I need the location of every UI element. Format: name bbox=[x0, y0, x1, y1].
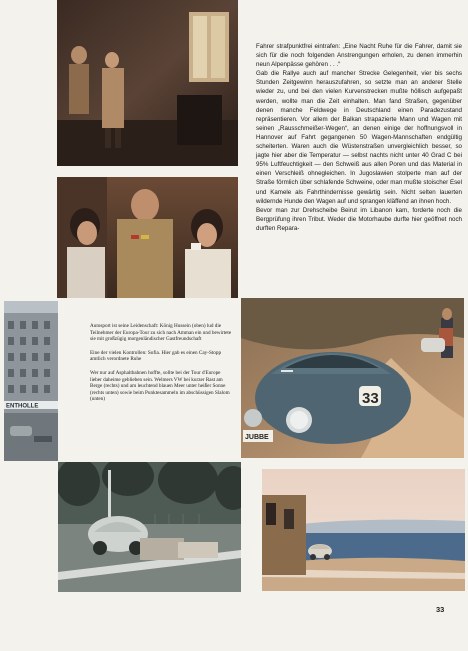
car-start-number: 33 bbox=[362, 390, 379, 407]
photo-reception-hall bbox=[57, 0, 238, 166]
article-paragraph: Bevor man zur Drehscheibe Beirut im Libanon kam, forderte noch die Bergprüfung ihren Tribut. Weder die Motorhaube durfte hier geöffnet noch durften Repara- bbox=[256, 206, 462, 232]
hotel-sign-text: ENTHOLLE bbox=[6, 403, 39, 410]
car-plate-label: JUBBE bbox=[245, 434, 269, 441]
photo-vw-mountain-road bbox=[241, 298, 464, 458]
article-text-column bbox=[256, 42, 462, 233]
photo-vw-slalom bbox=[58, 462, 241, 592]
page-number: 33 bbox=[436, 605, 445, 614]
caption-asphalt-roads: Wer nur auf Asphaltbahnen hoffte, sollte bei der Tour d'Europe lieber daheime geblieben sein. Welmers VW bei kurzer Rast am Berge (rechts) und am leuchtend blauen Meer unter heißer Sonne (rechts unten) sowie beim Punktesammeln im abschüssigen Slalom (unten) bbox=[90, 369, 230, 403]
photo-vw-blue-sea bbox=[262, 469, 465, 591]
photo-king-hussein-tea bbox=[57, 177, 238, 298]
caption-sofia-control: Eine der vielen Kontrollen: Sofia. Hier gab es einen Cay-Stopp amtlich verordnete Ruhe bbox=[90, 349, 222, 363]
caption-king-hussein: Autosport ist seine Leidenschaft: König Hussein (oben) lud die Teilnehmer der Europa-Tour zu sich nach Amman ein und bewirtete sie mit großzügig morgenländischer Gastfreundschaft bbox=[90, 323, 232, 343]
photo-captions bbox=[90, 323, 232, 410]
article-paragraph: Fahrer strafpunktfrei eintrafen: „Eine Nacht Ruhe für die Fahrer, damit sie sich für die noch folgenden Anstrengungen erholen, zu denen immerhin neun Alpenpässe gehören . . .“ bbox=[256, 43, 462, 69]
photo-sofia-street bbox=[4, 301, 58, 461]
article-paragraph: Gab die Rallye auch auf mancher Strecke Gelegenheit, vier bis sechs Stunden Zeitgewinn herauszufahren, so setzte man an anderer Stelle wieder zu, und bei den vielen Kurvenstrecken mußte höllisch aufgepaßt werden, wollte man die Zeit einhalten. Man fand Straßen, gegenüber denen manche Feldwege in Deutschland einen Paradezustand repräsentieren. Vor allem der Balkan strapazierte Mann und Wagen mit seinen „Rausschmeißer-Wegen“, an denen einige der hoffnungsvoll in Hannover auf Fahrt gegangenen 50 Wagen-Mannschaften endgültig scheiterten. Waren auch die Wüstenstraßen unvergleichlich besser, so jagte hier aber die Temperatur — selbst nachts nicht unter 40 Grad C bei 95% Luftfeuchtigkeit — den Schweiß aus allen Poren und das Material in einen Verschleiß ohnegleichen. In Jugoslawien stolperte man auf der Straße förmlich über schlafende Schweine, oder man mußte stoischer Esel und Kamele als Fahrthindernisse gewärtig sein. Nicht selten lauerten wildernde Hunde den Wagen auf und sprangen kläffend an ihnen hoch. bbox=[256, 70, 462, 205]
